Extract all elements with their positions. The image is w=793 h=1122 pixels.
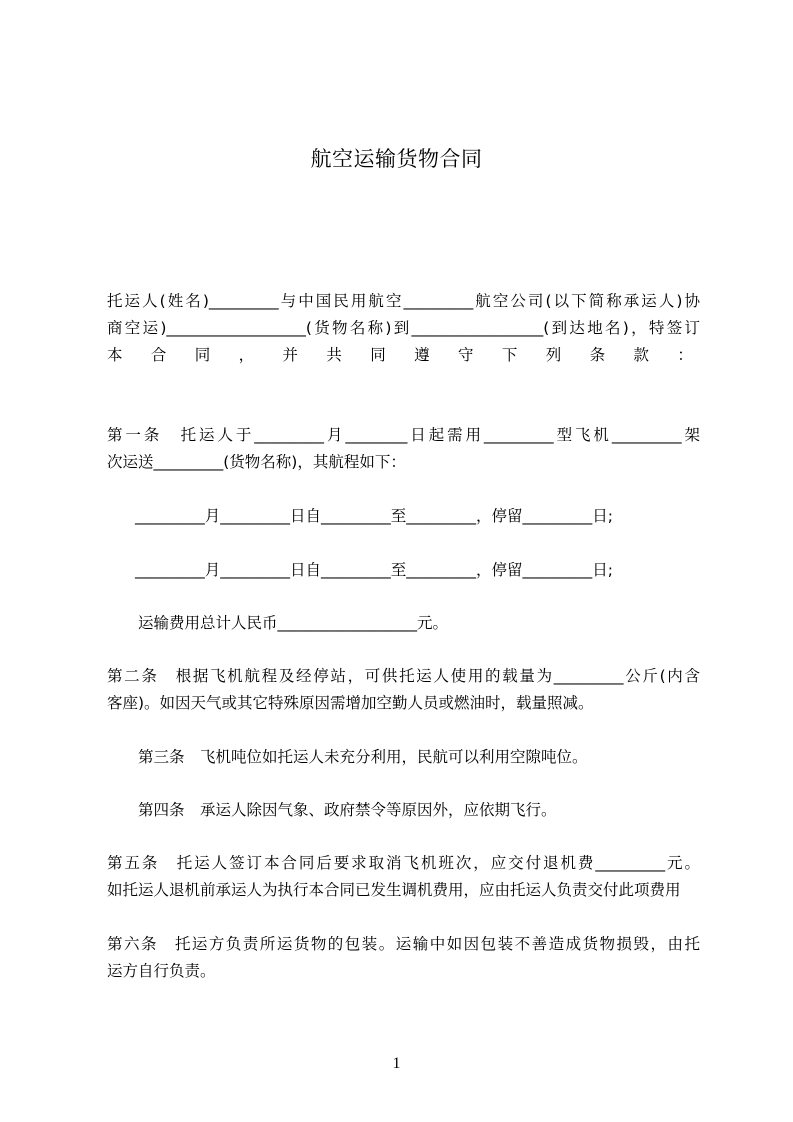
article-1-line-2: 次运送_________(货物名称)，其航程如下： [107,453,406,471]
route-line-1: _________月_________日自_________至_________，停留_________日; [135,507,613,525]
intro-char: 列 [545,346,562,364]
freight-fee-line: 运输费用总计人民币__________________元。 [138,614,449,632]
route-line-2: _________月_________日自_________至_________，停留_________日; [135,561,613,579]
article-3: 第三条 飞机吨位如托运人未充分利用，民航可以利用空隙吨位。 [138,748,588,766]
intro-char: 合 [150,346,167,364]
intro-char: 款 [633,346,650,364]
intro-char: ： [677,346,693,364]
article-2-line-1: 第二条 根据飞机航程及经停站，可供托运人使用的载量为_________公斤(内含 [107,667,700,685]
article-4: 第四条 承运人除因气象、政府禁令等原因外，应依期飞行。 [138,801,557,819]
article-6-line-2: 运方自行负责。 [107,962,216,980]
intro-char: 共 [326,346,342,364]
article-1-line-1: 第一条 托运人于_________月________日起需用_________型飞机_________架 [107,426,700,444]
intro-char: 下 [501,346,518,364]
intro-char: 守 [458,346,474,364]
intro-line-2: 商空运)__________________(货物名称)到_________________(到达地名)，特签订 [107,319,700,337]
page-number: 1 [392,1055,401,1072]
article-6-line-1: 第六条 托运方负责所运货物的包装。运输中如因包装不善造成货物损毁，由托 [107,935,700,953]
article-5-line-2: 如托运人退机前承运人为执行本合同已发生调机费用，应由托运人负责交付此项费用 [107,881,681,899]
intro-char: ， [238,346,255,364]
article-2-line-2: 客座)。如因天气或其它特殊原因需增加空勤人员或燃油时，载量照减。 [107,694,594,712]
article-5-line-1: 第五条 托运人签订本合同后要求取消飞机班次，应交付退机费_________元。 [107,854,700,872]
intro-char: 同 [194,346,211,364]
intro-line-1: 托运人(姓名)_________与中国民用航空_________航空公司(以下简称承运人)协 [107,292,700,310]
intro-char: 本 [107,346,123,364]
intro-char: 条 [589,346,606,364]
intro-line-3 [107,344,693,366]
document-title: 航空运输货物合同 [310,147,483,171]
intro-char: 同 [370,346,386,364]
intro-char: 并 [282,346,299,364]
intro-char: 遵 [414,346,430,364]
